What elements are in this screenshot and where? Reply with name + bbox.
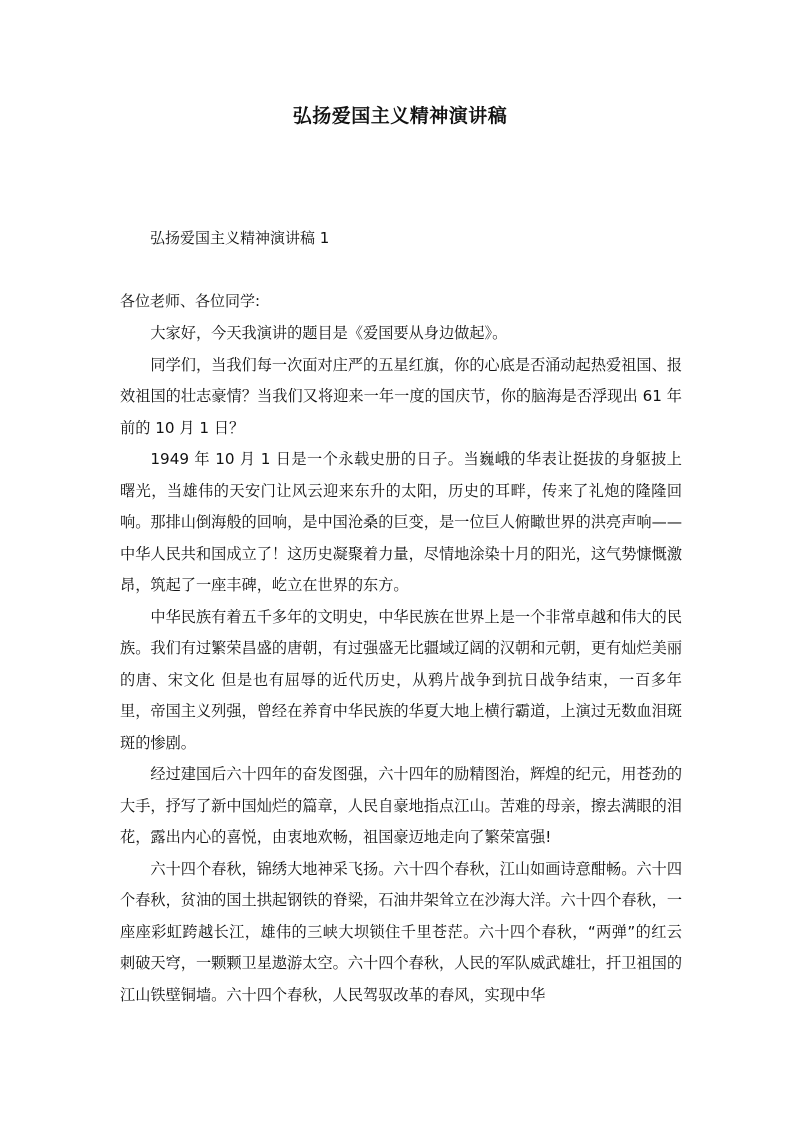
paragraph: 大家好，今天我演讲的题目是《爱国要从身边做起》。 [150, 324, 508, 342]
document-subtitle: 弘扬爱国主义精神演讲稿 1 [150, 229, 330, 247]
paragraph: 中华民族有着五千多年的文明史，中华民族在世界上是一个非常卓越和伟大的民族。我们有过繁荣昌盛的唐朝，有过强盛无比疆域辽阔的汉朝和元朝，更有灿烂美丽的唐、宋文化 但是也有屈辱的近代历史，从鸦片战争到抗日战争结束，一百多年里，帝国主义列强，曾经在养育中华民族的华夏大地上横行霸道，上演过无数血泪斑斑的惨剧。 [120, 607, 682, 752]
paragraph: 1949 年 10 月 1 日是一个永载史册的日子。当巍峨的华表让挺拔的身躯披上曙光，当雄伟的天安门让风云迎来东升的太阳，历史的耳畔，传来了礼炮的隆隆回响。那排山倒海般的回响，是中国沧桑的巨变，是一位巨人俯瞰世界的洪亮声响——中华人民共和国成立了！这历史凝聚着力量，尽情地涂染十月的阳光，这气势慷慨激昂，筑起了一座丰碑，屹立在世界的东方。 [120, 450, 682, 594]
document-title: 弘扬爱国主义精神演讲稿 [292, 105, 508, 127]
paragraph: 同学们，当我们每一次面对庄严的五星红旗，你的心底是否涌动起热爱祖国、报效祖国的壮志豪情？当我们又将迎来一年一度的国庆节，你的脑海是否浮现出 61 年前的 10 月 1 日？ [120, 355, 682, 437]
document-body [120, 318, 682, 1011]
paragraph: 六十四个春秋，锦绣大地神采飞扬。六十四个春秋，江山如画诗意酣畅。六十四个春秋，贫油的国土拱起钢铁的脊梁，石油井架耸立在沙海大洋。六十四个春秋，一座座彩虹跨越长江，雄伟的三峡大坝锁住千里苍茫。六十四个春秋，“两弹”的红云刺破天穹，一颗颗卫星遨游太空。六十四个春秋，人民的军队威武雄壮，扞卫祖国的江山铁壁铜墙。六十四个春秋，人民驾驭改革的春风，实现中华 [120, 859, 682, 1004]
paragraph: 经过建国后六十四年的奋发图强，六十四年的励精图治，辉煌的纪元，用苍劲的大手，抒写了新中国灿烂的篇章，人民自豪地指点江山。苦难的母亲，擦去满眼的泪花，露出内心的喜悦，由衷地欢畅，祖国豪迈地走向了繁荣富强! [120, 765, 682, 846]
greeting-line: 各位老师、各位同学: [120, 292, 261, 310]
